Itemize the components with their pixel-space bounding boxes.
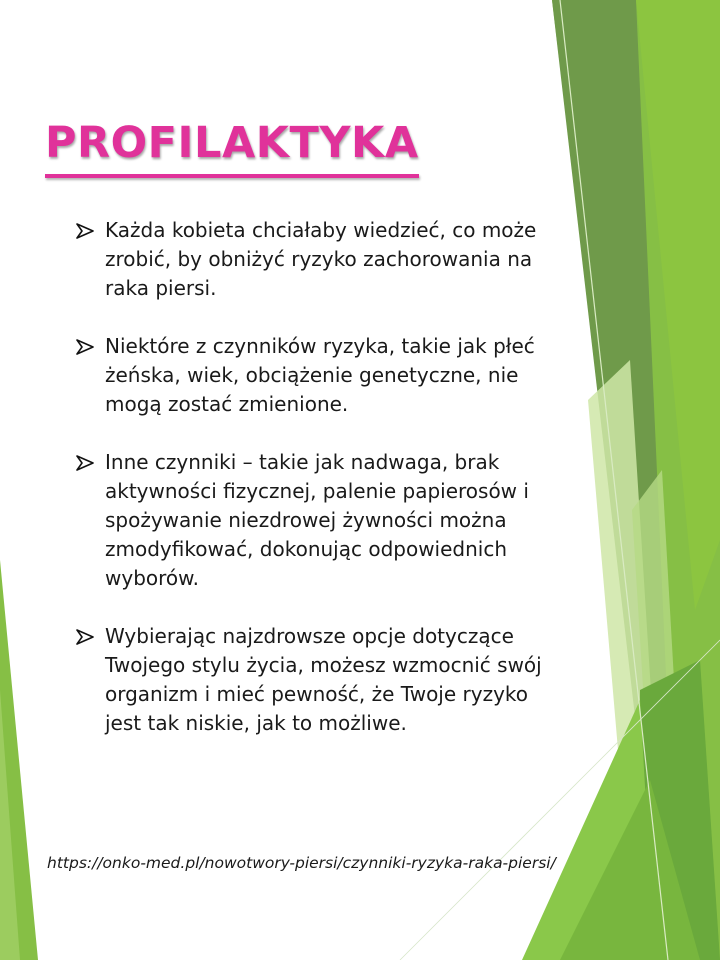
arrowhead-bullet-icon [76,222,94,240]
list-item [76,622,546,738]
list-item [76,332,546,419]
bullet-list [76,216,546,767]
bullet-text: Inne czynniki – takie jak nadwaga, brak aktywności fizycznej, palenie papierosów i spożywanie niezdrowej żywności można zmodyfikować, dokonując odpowiednich wyborów. [105,450,529,590]
source-link[interactable]: https://onko-med.pl/nowotwory-piersi/czynniki-ryzyka-raka-piersi/ [47,854,556,872]
arrowhead-bullet-icon [76,338,94,356]
bullet-text: Każda kobieta chciałaby wiedzieć, co może zrobić, by obniżyć ryzyko zachorowania na raka piersi. [105,218,537,300]
title-underline [45,174,419,178]
list-item [76,216,546,303]
list-item [76,448,546,593]
arrowhead-bullet-icon [76,628,94,646]
arrowhead-bullet-icon [76,454,94,472]
bullet-text: Niektóre z czynników ryzyka, takie jak płeć żeńska, wiek, obciążenie genetyczne, nie mogą zostać zmienione. [105,334,535,416]
bullet-text: Wybierając najzdrowsze opcje dotyczące Twojego stylu życia, możesz wzmocnić swój organizm i mieć pewność, że Twoje ryzyko jest tak niskie, jak to możliwe. [105,624,542,735]
slide-title: PROFILAKTYKA [45,118,419,168]
